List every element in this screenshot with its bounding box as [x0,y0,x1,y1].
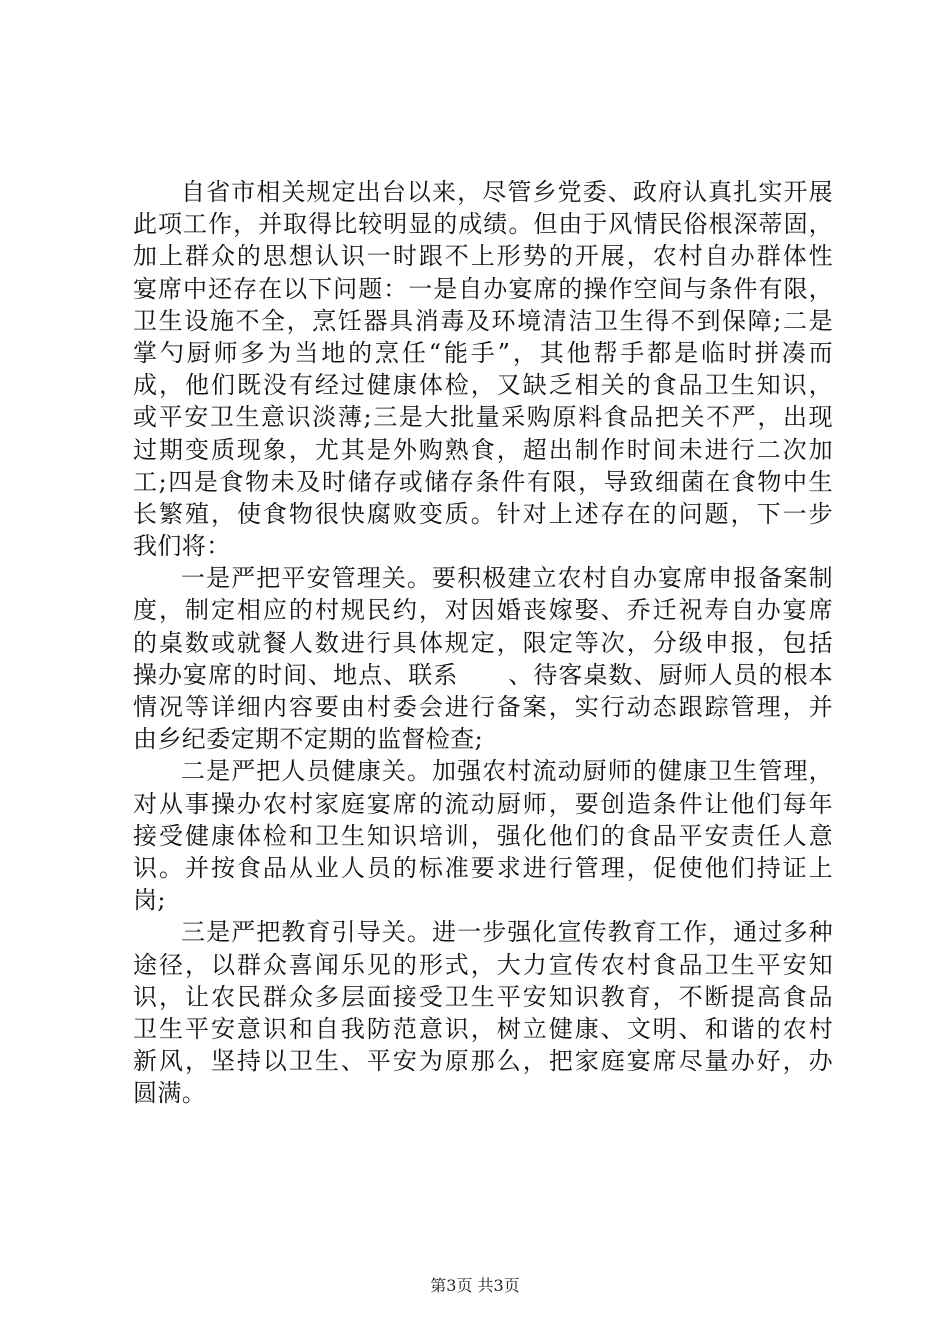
paragraph-4-line-4: 卫生平安意识和自我防范意识，树立健康、文明、和谐的农村 [133,1014,833,1043]
paragraph-1-line-8: 或平安卫生意识淡薄;三是大批量采购原料食品把关不严，出现 [133,403,833,432]
paragraph-3-line-5: 岗; [133,886,166,915]
paragraph-3-line-4: 识。并按食品从业人员的标准要求进行管理，促使他们持证上 [133,853,833,882]
paragraph-4-line-5: 新风，坚持以卫生、平安为原那么，把家庭宴席尽量办好，办 [133,1047,833,1076]
paragraph-3-line-2: 对从事操办农村家庭宴席的流动厨师，要创造条件让他们每年 [133,789,833,818]
paragraph-4-line-6: 圆满。 [133,1079,207,1108]
paragraph-4-line-3: 识，让农民群众多层面接受卫生平安知识教育，不断提高食品 [133,982,833,1011]
paragraph-4-line-1: 三是严把教育引导关。进一步强化宣传教育工作，通过多种 [181,918,833,947]
paragraph-2-line-4: 操办宴席的时间、地点、联系 、待客桌数、厨师人员的根本 [133,660,833,689]
paragraph-2-line-5: 情况等详细内容要由村委会进行备案，实行动态跟踪管理，并 [133,693,833,721]
document-body [133,176,833,1109]
paragraph-4-line-2: 途径，以群众喜闻乐见的形式，大力宣传农村食品卫生平安知 [133,950,833,979]
paragraph-1-line-12: 我们将： [133,532,231,561]
paragraph-1-line-11: 长繁殖，使食物很快腐败变质。针对上述存在的问题，下一步 [133,499,833,528]
page-number-footer: 第3页 共3页 [430,1276,520,1295]
paragraph-2-line-2: 度，制定相应的村规民约，对因婚丧嫁娶、乔迁祝寿自办宴席 [133,596,833,625]
paragraph-2-line-3: 的桌数或就餐人数进行具体规定，限定等次，分级申报，包括 [133,628,833,657]
paragraph-1-line-5: 卫生设施不全，烹饪器具消毒及环境清洁卫生得不到保障;二是 [133,306,833,335]
paragraph-1-line-1: 自省市相关规定出台以来，尽管乡党委、政府认真扎实开展 [181,178,833,206]
paragraph-1-line-9: 过期变质现象，尤其是外购熟食，超出制作时间未进行二次加 [133,435,833,464]
paragraph-1-line-10: 工;四是食物未及时储存或储存条件有限，导致细菌在食物中生 [133,467,833,496]
paragraph-1-line-4: 宴席中还存在以下问题：一是自办宴席的操作空间与条件有限， [133,274,833,303]
paragraph-3-line-1: 二是严把人员健康关。加强农村流动厨师的健康卫生管理， [181,757,833,786]
paragraph-1-line-6: 掌勺厨师多为当地的烹任“能手”，其他帮手都是临时拼凑而 [133,338,833,367]
paragraph-1-line-7: 成，他们既没有经过健康体检，又缺乏相关的食品卫生知识， [133,371,833,400]
paragraph-1-line-3: 加上群众的思想认识一时跟不上形势的开展，农村自办群体性 [133,242,833,271]
paragraph-2-line-6: 由乡纪委定期不定期的监督检查; [133,725,484,754]
paragraph-3-line-3: 接受健康体检和卫生知识培训，强化他们的食品平安责任人意 [133,821,833,850]
paragraph-1-line-2: 此项工作，并取得比较明显的成绩。但由于风情民俗根深蒂固， [133,210,833,239]
paragraph-2-line-1: 一是严把平安管理关。要积极建立农村自办宴席申报备案制 [181,564,833,593]
